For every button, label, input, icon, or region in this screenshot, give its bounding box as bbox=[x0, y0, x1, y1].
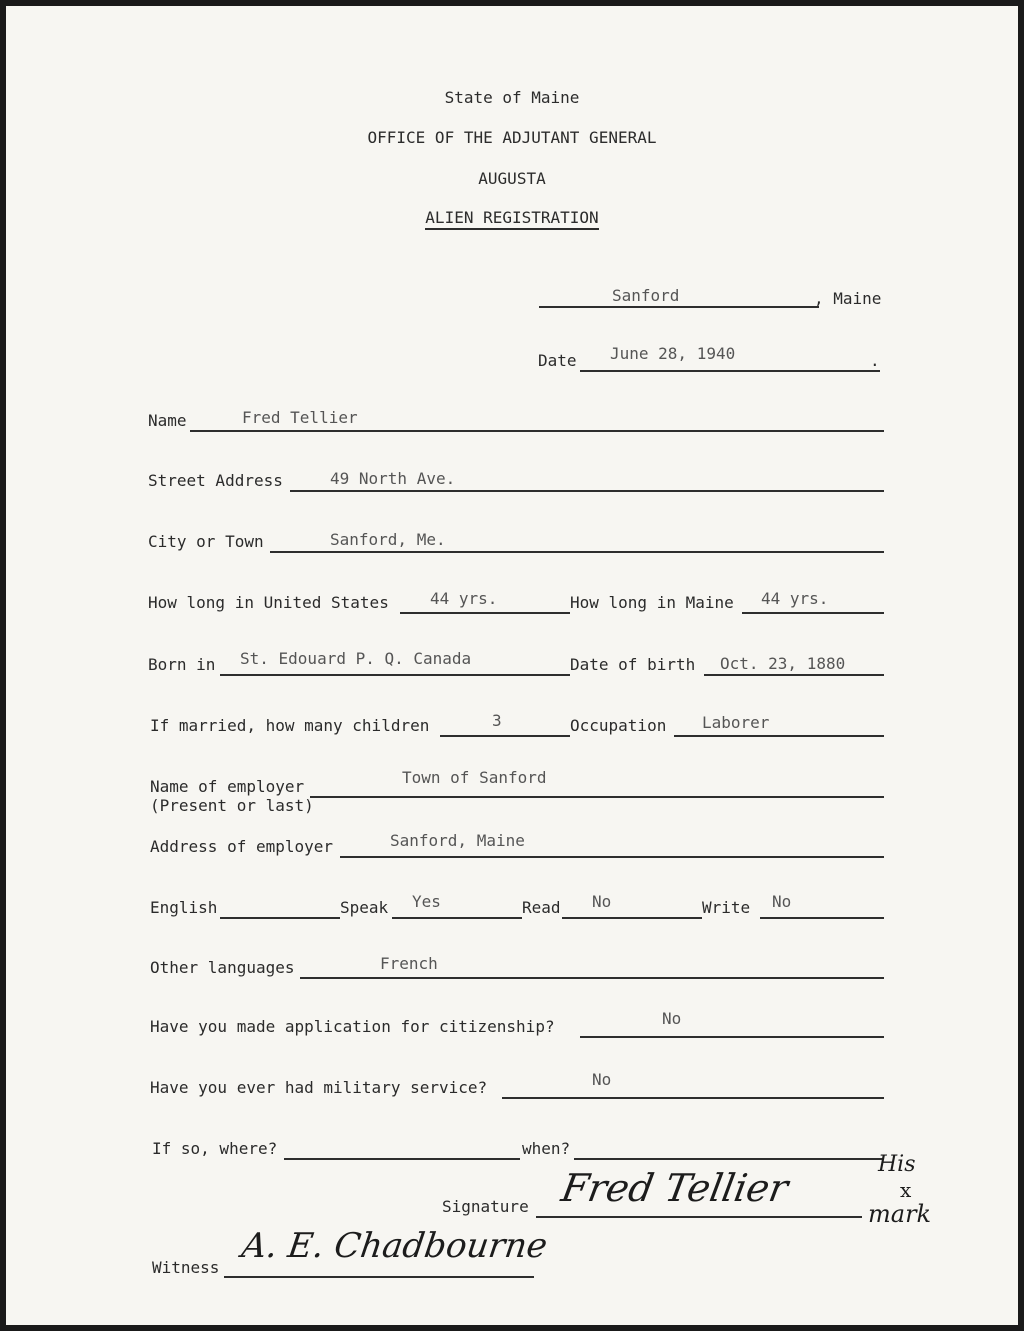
citizenship-label: Have you made application for citizenship? bbox=[150, 1017, 555, 1036]
military-value: No bbox=[592, 1070, 612, 1089]
maine-years-line bbox=[742, 612, 884, 614]
read-label: Read bbox=[522, 898, 561, 917]
name-value: Fred Tellier bbox=[242, 408, 358, 427]
us-years-label: How long in United States bbox=[148, 593, 389, 612]
employer-line bbox=[310, 796, 884, 798]
registration-form bbox=[6, 6, 1018, 1325]
other-languages-line bbox=[300, 977, 884, 979]
us-years-line bbox=[400, 612, 570, 614]
born-in-line bbox=[220, 674, 570, 676]
witness-signature: A. E. Chadbourne bbox=[239, 1226, 550, 1266]
maine-years-label: How long in Maine bbox=[570, 593, 734, 612]
occupation-label: Occupation bbox=[570, 716, 667, 735]
name-line bbox=[190, 430, 884, 432]
write-value: No bbox=[772, 892, 792, 911]
date-line bbox=[580, 370, 880, 372]
speak-label: Speak bbox=[340, 898, 389, 917]
date-value: June 28, 1940 bbox=[610, 344, 736, 363]
write-line bbox=[760, 917, 884, 919]
form-title: ALIEN REGISTRATION bbox=[6, 208, 1018, 227]
name-label: Name bbox=[148, 411, 187, 430]
children-label: If married, how many children bbox=[150, 716, 430, 735]
employer-address-label: Address of employer bbox=[150, 837, 334, 856]
witness-line bbox=[224, 1276, 534, 1278]
military-line bbox=[502, 1097, 884, 1099]
city-value: Sanford, Me. bbox=[330, 530, 446, 549]
employer-address-line bbox=[340, 856, 884, 858]
maine-years-value: 44 yrs. bbox=[761, 589, 829, 608]
city-label: City or Town bbox=[148, 532, 264, 551]
occupation-line bbox=[674, 735, 884, 737]
born-in-label: Born in bbox=[148, 655, 216, 674]
speak-line bbox=[392, 917, 522, 919]
location-line bbox=[539, 306, 819, 308]
signature-value: Fred Tellier bbox=[558, 1166, 792, 1210]
location-suffix: , Maine bbox=[814, 289, 882, 308]
read-line bbox=[562, 917, 702, 919]
date-label: Date bbox=[538, 351, 577, 370]
employer-sublabel: (Present or last) bbox=[150, 796, 314, 815]
signature-line bbox=[536, 1216, 862, 1218]
occupation-value: Laborer bbox=[702, 713, 770, 732]
employer-address-value: Sanford, Maine bbox=[390, 831, 525, 850]
witness-label: Witness bbox=[152, 1258, 220, 1277]
children-value: 3 bbox=[492, 711, 502, 730]
office-heading: OFFICE OF THE ADJUTANT GENERAL bbox=[367, 128, 657, 147]
us-years-value: 44 yrs. bbox=[430, 589, 498, 608]
english-label: English bbox=[150, 898, 218, 917]
city-line bbox=[270, 551, 884, 553]
speak-value: Yes bbox=[412, 892, 441, 911]
his-mark-x: x bbox=[900, 1178, 912, 1202]
signature-label: Signature bbox=[442, 1197, 529, 1216]
street-line bbox=[290, 490, 884, 492]
birth-date-value: Oct. 23, 1880 bbox=[720, 654, 846, 673]
city-heading: AUGUSTA bbox=[478, 169, 546, 188]
birth-date-label: Date of birth bbox=[570, 655, 696, 674]
write-label: Write bbox=[702, 898, 751, 917]
birth-date-line bbox=[704, 674, 884, 676]
other-languages-value: French bbox=[380, 954, 438, 973]
his-mark-bottom: mark bbox=[868, 1200, 932, 1228]
where-label: If so, where? bbox=[152, 1139, 278, 1158]
date-end: . bbox=[870, 351, 880, 370]
military-label: Have you ever had military service? bbox=[150, 1078, 488, 1097]
state-heading: State of Maine bbox=[444, 88, 580, 107]
his-mark-top: His bbox=[878, 1152, 916, 1177]
employer-label: Name of employer bbox=[150, 777, 305, 796]
born-in-value: St. Edouard P. Q. Canada bbox=[240, 649, 472, 668]
citizenship-value: No bbox=[662, 1009, 682, 1028]
read-value: No bbox=[592, 892, 612, 911]
english-line bbox=[220, 917, 340, 919]
when-line bbox=[574, 1158, 884, 1160]
location-value: Sanford bbox=[612, 286, 680, 305]
street-value: 49 North Ave. bbox=[330, 469, 456, 488]
employer-value: Town of Sanford bbox=[402, 768, 547, 787]
citizenship-line bbox=[580, 1036, 884, 1038]
when-label: when? bbox=[522, 1139, 571, 1158]
street-label: Street Address bbox=[148, 471, 283, 490]
other-languages-label: Other languages bbox=[150, 958, 295, 977]
children-line bbox=[440, 735, 570, 737]
where-line bbox=[284, 1158, 520, 1160]
